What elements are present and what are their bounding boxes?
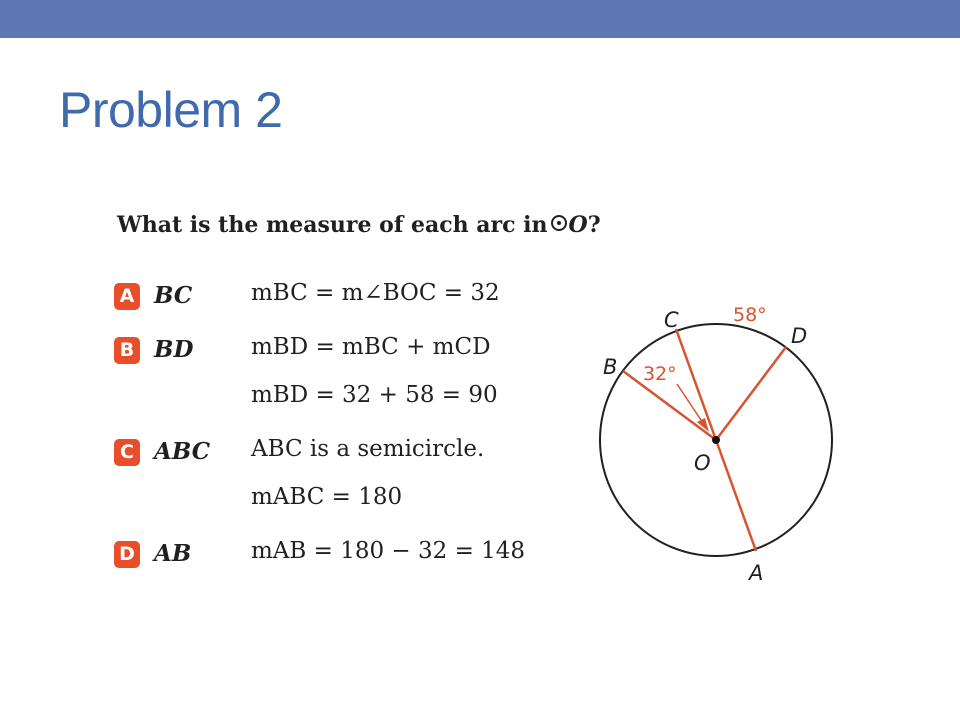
label-c: C — [664, 308, 679, 332]
equation-d-1: mAB = 180 − 32 = 148 — [251, 538, 526, 564]
slide-title: Problem 2 — [59, 82, 283, 138]
label-d: D — [791, 324, 808, 348]
arc-cd-measure-label: 58° — [733, 304, 767, 326]
equation-c-2: mABC = 180 — [251, 484, 403, 510]
top-banner — [0, 0, 960, 38]
arc-name-c: ABC — [154, 438, 211, 465]
question-circle-name: O — [568, 212, 588, 238]
radius-oa — [716, 440, 756, 551]
badge-a: A — [114, 283, 140, 310]
label-b: B — [603, 355, 618, 379]
radius-od — [716, 347, 786, 440]
equation-b-1: mBD = mBC + mCD — [251, 334, 491, 360]
equation-a-1: mBC = m∠BOC = 32 — [251, 280, 500, 306]
badge-c: C — [114, 439, 140, 466]
arc-name-a: BC — [154, 282, 193, 309]
arc-name-b: BD — [154, 336, 194, 363]
equation-c-1: ABC is a semicircle. — [251, 436, 485, 462]
badge-b: B — [114, 337, 140, 364]
label-o: O — [694, 451, 711, 475]
question-suffix: ? — [587, 212, 601, 238]
center-point — [712, 436, 720, 444]
circle-symbol-icon — [551, 215, 567, 231]
angle-pointer — [677, 384, 705, 426]
label-a: A — [749, 561, 764, 585]
radius-oc — [676, 329, 716, 440]
equation-b-2: mBD = 32 + 58 = 90 — [251, 382, 498, 408]
circle-diagram — [580, 288, 860, 598]
badge-d: D — [114, 541, 140, 568]
angle-boc-measure-label: 32° — [643, 363, 677, 385]
arc-name-d: AB — [154, 540, 192, 567]
question-prefix: What is the measure of each arc in — [117, 212, 548, 238]
question-text — [117, 212, 601, 238]
